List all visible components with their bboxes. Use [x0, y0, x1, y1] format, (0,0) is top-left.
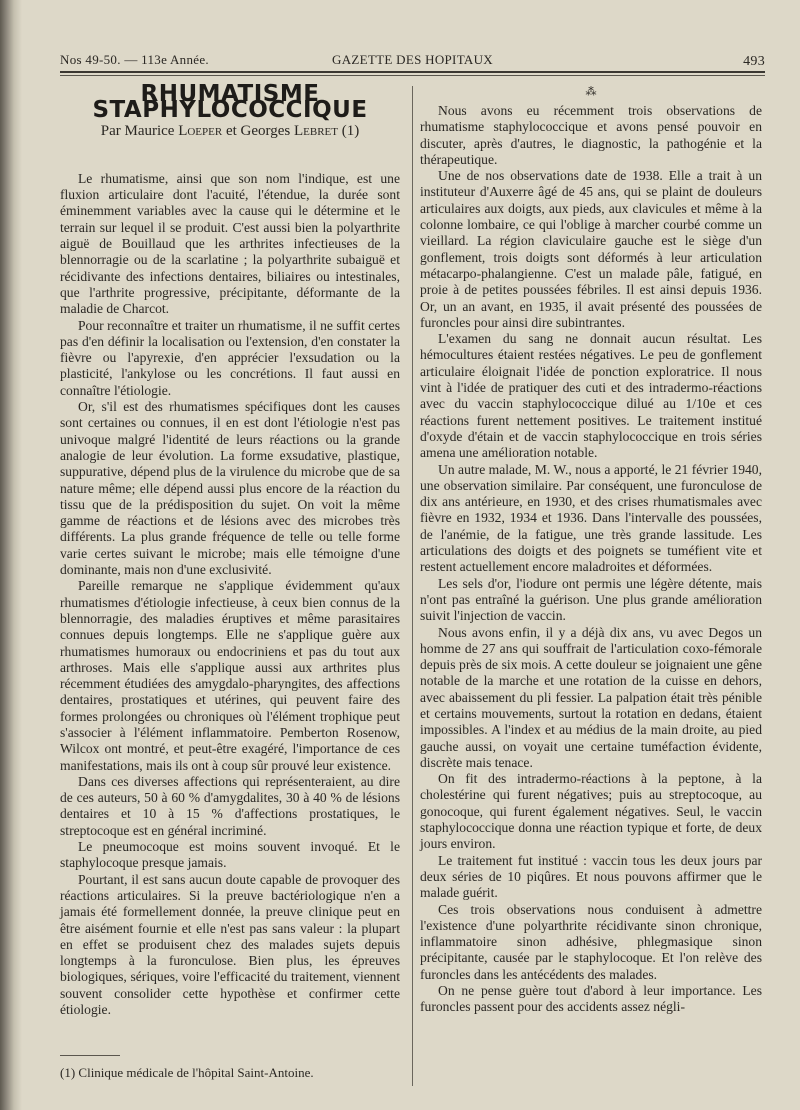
- header-rule: [60, 71, 765, 73]
- right-column: [420, 86, 762, 1016]
- byline-mid: et Georges: [225, 122, 291, 139]
- paragraph: Les sels d'or, l'iodure ont permis une légère détente, mais n'ont pas entraîné la guérison. Une plus grande amélioration suivit l'injection de vaccin.: [420, 575, 762, 624]
- left-column: [60, 81, 400, 1018]
- article-title: RHUMATISME STAPHYLOCOCCIQUE: [92, 81, 368, 124]
- page-number: 493: [743, 54, 765, 69]
- article-byline: [60, 123, 400, 139]
- paragraph: On fit des intradermo-réactions à la peptone, à la cholestérine qui furent négatives; puis au streptocoque, au gonocoque, qui furent également négatives. Seul, le vaccin staphylococcique donna une réaction typique et forte, de deux jours environ.: [420, 771, 762, 852]
- footnote-ref: (1): [341, 122, 360, 139]
- author-lebret: Lebret: [294, 122, 338, 139]
- paragraph: Le traitement fut institué : vaccin tous les deux jours par deux séries de 10 piqûres. Et nous pouvons affirmer que le malade guérit.: [420, 852, 762, 901]
- paragraph: Pourtant, il est sans aucun doute capable de provoquer des réactions articulaires. Si la preuve bactériologique n'en a jamais été formellement donnée, la preuve clinique peut en être aisément fournie et elle n'est pas sans valeur : la plupart en effet se produisent chez des malades sujets depuis longtemps à la furonculose. Bien plus, les épreuves biologiques, sériques, voire l'efficacité du traitement, viennent souvent consolider cette hypothèse et confirmer cette étiologie.: [60, 871, 400, 1018]
- paragraph: Le pneumocoque est moins souvent invoqué. Et le staphylocoque presque jamais.: [60, 839, 400, 871]
- issue-number: Nos 49-50. — 113e Année.: [60, 52, 209, 67]
- paragraph: On ne pense guère tout d'abord à leur importance. Les furoncles passent pour des accidents assez négli-: [420, 983, 762, 1015]
- paragraph: Pareille remarque ne s'applique évidemment qu'aux rhumatismes d'étiologie infectieuse, à ceux bien connus de la blennorragie, des maladies éruptives et même parasitaires connues depuis longtemps. Elle ne s'applique guère aux rhumatismes humoraux ou endocriniens et pas du tout aux arthroses. Mais elle s'applique aussi aux arthrites plus récemment étudiées des amygdalo-pharyngites, des affections dentaires, prostatiques et utérines, qui peuvent faire des formes prolongées ou chroniques où l'élément trophique peut s'associer à l'élément inflammatoire. Pemberton Rosenow, Wilcox ont montré, et peut-être exagéré, l'importance de ces manifestations, mais ils ont à coup sûr prouvé leur existence.: [60, 578, 400, 773]
- header-rule-thin: [60, 75, 765, 76]
- paragraph: Pour reconnaître et traiter un rhumatisme, il ne suffit certes pas d'en définir la localisation ou l'extension, d'en constater la fièvre ou l'apyrexie, d'en apprécier l'exsudation ou la plasticité, l'ankylose ou les concrétions. Il faut aussi en connaître l'étiologie.: [60, 317, 400, 398]
- byline-prefix: Par Maurice: [100, 122, 175, 139]
- author-loeper: Loeper: [178, 122, 223, 139]
- page-binding-edge: [0, 0, 22, 1110]
- paragraph: Nous avons eu récemment trois observations de rhumatisme staphylococcique et avons pensé pouvoir en discuter, après d'autres, le diagnostic, la pathogénie et la thérapeutique.: [420, 103, 762, 167]
- section-separator: ⁂: [585, 86, 597, 98]
- footnote-rule: [60, 1055, 120, 1056]
- paragraph: Le rhumatisme, ainsi que son nom l'indique, est une fluxion articulaire dont l'acuité, l'étendue, la durée sont éminemment variables avec la cause qui le détermine et le terrain sur lequel il se produit. C'est aussi bien la polyarthrite aiguë de Bouillaud que les arthrites infectieuses de la blennorragie ou de la scarlatine ; la polyarthrite subaiguë et récidivante des infections dentaires, biliaires ou intestinales, que l'arthrite progressive, précipitante, déformante de la maladie de Charcot.: [60, 170, 400, 317]
- paragraph: Ces trois observations nous conduisent à admettre l'existence d'une polyarthrite récidivante sinon chronique, inflammatoire sinon adhésive, phlegmasique sinon précipitante, causée par le staphylocoque. Et l'on relève des furoncles dans les antécédents des malades.: [420, 901, 762, 982]
- running-header: [60, 48, 765, 72]
- paragraph: Dans ces diverses affections qui représenteraient, au dire de ces auteurs, 50 à 60 % d'amygdalites, 30 à 40 % de lésions dentaires et 10 à 15 % d'affections prostatiques, le streptocoque est en général incriminé.: [60, 773, 400, 838]
- paragraph: Nous avons enfin, il y a déjà dix ans, vu avec Degos un homme de 27 ans qui souffrait de l'articulation coxo-fémorale depuis près de six mois. A cette douleur se joignaient une gêne notable de la marche et une rotation de la cuisse en dehors, avec abaissement du pli fessier. La palpation était très pénible et certains mouvements, surtout la rotation en dedans, étaient impossibles. A l'index et au médius de la main droite, au pied gauche aussi, on voyait une certaine tuméfaction évidente, discrète mais tenace.: [420, 624, 762, 770]
- paragraph: Or, s'il est des rhumatismes spécifiques dont les causes sont certaines ou connues, il en est dont l'étiologie n'est pas univoque malgré l'identité de leurs réactions ou la grande analogie de leur évolution. La forme exsudative, plastique, suppurative, dépend plus de la virulence du microbe que de sa nature même; elle dépend aussi plus encore de la réaction du tissu que de la prédisposition du sujet. On voit la même gamme de réactions et de lésions avec des microbes très différents. La plus grande fréquence de telle ou telle forme varie certes suivant le microbe; mais elle témoigne d'une dominante, mais non d'une exclusivité.: [60, 399, 400, 578]
- journal-title: GAZETTE DES HOPITAUX: [332, 52, 493, 67]
- paragraph: L'examen du sang ne donnait aucun résultat. Les hémocultures étaient restées négatives. Le peu de gonflement articulaire éloignait l'idée de ponction exploratrice. Il nous vint à l'idée de pratiquer des cuti et des intradermo-réactions avec du vaccin staphylococcique dilué au 1/10e et ces réactions furent nettement positives. Le traitement institué d'oxyde d'étain et de vaccin staphylococcique en trois séries amena une amélioration notable.: [420, 331, 762, 461]
- footnote: (1) Clinique médicale de l'hôpital Saint-Antoine.: [60, 1065, 314, 1080]
- column-divider: [412, 86, 413, 1086]
- paragraph: Un autre malade, M. W., nous a apporté, le 21 février 1940, une observation similaire. Par conséquent, une furonculose de dix ans antérieure, en 1930, et des crises rhumatismales avec fièvre en 1932, 1934 et 1936. Dans l'intervalle des poussées, de l'anémie, de la fatigue, une très grande lassitude. Les articulations des doigts et des poignets se tuméfient vite et restent actuellement encore maladroites et déformées.: [420, 461, 762, 575]
- paragraph: Une de nos observations date de 1938. Elle a trait à un instituteur d'Auxerre âgé de 45 ans, qui se plaint de douleurs articulaires aux doigts, aux pieds, aux clavicules et même à la colonne lombaire, ce qui l'oblige à marcher courbé comme un vieillard. La région claviculaire gauche est le siège d'un gonflement, trois doigts sont déformés à leur articulation métacarpo-phalangienne. C'est un malade pâle, fatigué, en proie à de petites poussées fébriles. Il est ainsi depuis 1936. Or, un an avant, en 1935, il avait présenté des poussées de furoncles pour ainsi dire subintrantes.: [420, 168, 762, 330]
